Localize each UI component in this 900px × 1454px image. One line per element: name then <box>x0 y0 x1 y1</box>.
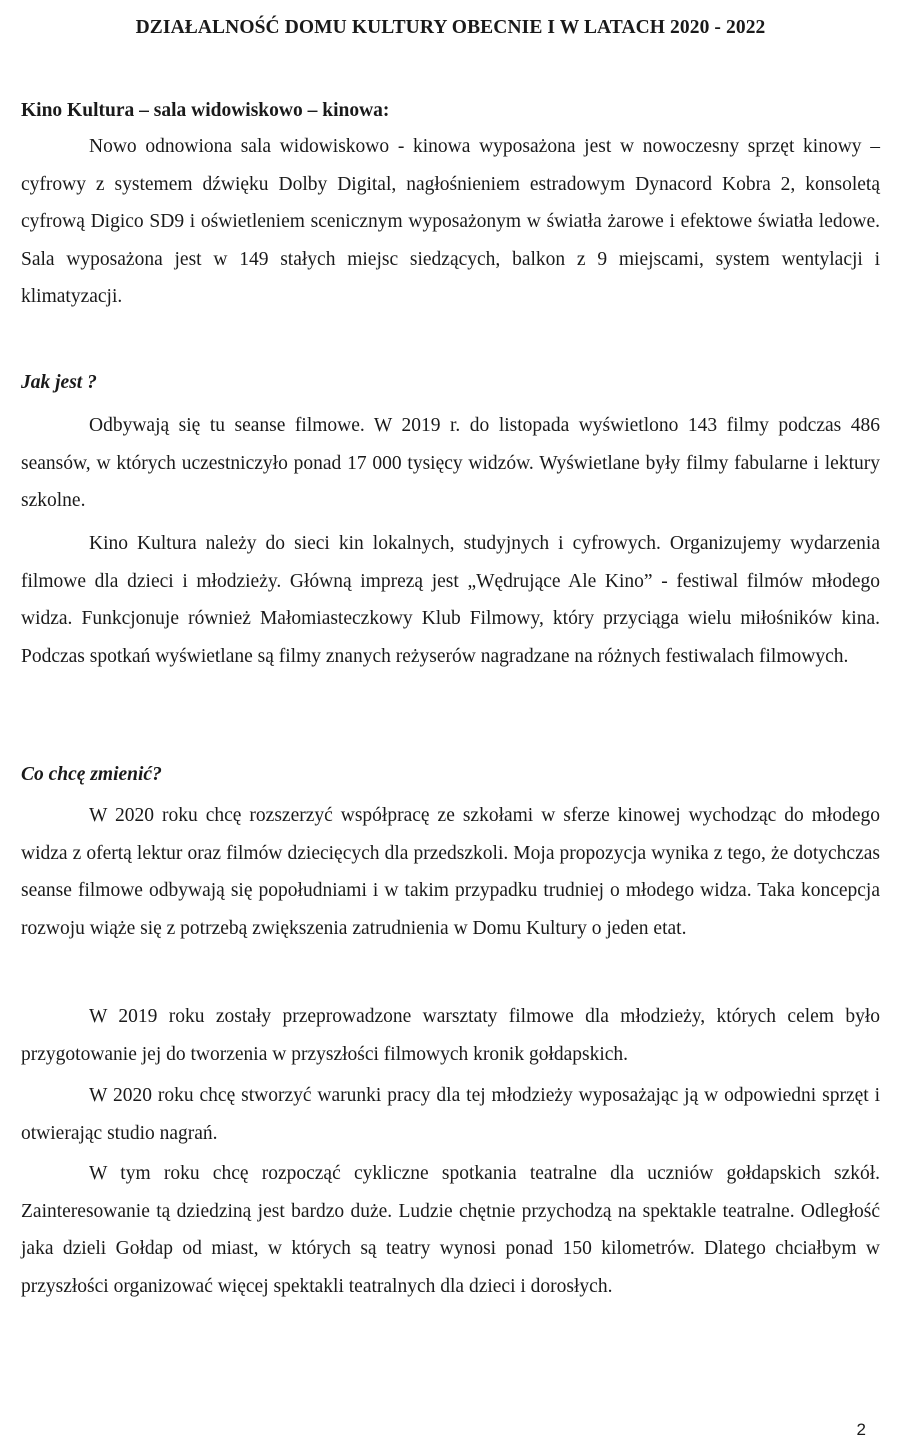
document-title: DZIAŁALNOŚĆ DOMU KULTURY OBECNIE I W LATACH 2020 - 2022 <box>135 17 766 38</box>
paragraph-studio-nagran: W 2020 roku chcę stworzyć warunki pracy dla tej młodzieży wyposażając ją w odpowiedni sprzęt i otwierając studio nagrań. <box>21 1085 880 1144</box>
paragraph-seanse: Odbywają się tu seanse filmowe. W 2019 r. do listopada wyświetlono 143 filmy podczas 486 seansów, w których uczestniczyło ponad 17 000 tysięcy widzów. Wyświetlane były filmy fabularne i lektury szkolne. <box>21 415 880 511</box>
paragraph-wspolpraca-szkoly: W 2020 roku chcę rozszerzyć współpracę ze szkołami w sferze kinowej wychodząc do młodego widza z ofertą lektur oraz filmów dziecięcych dla przedszkoli. Moja propozycja wynika z tego, że dotychczas seanse filmowe odbywają się popołudniami i w takim przypadku trudniej o młodego widza. Taka koncepcja rozwoju wiąże się z potrzebą zwiększenia zatrudnienia w Domu Kultury o jeden etat. <box>21 805 880 939</box>
page-number: 2 <box>856 1420 866 1439</box>
section-heading-jak-jest: Jak jest ? <box>21 372 97 393</box>
paragraph-sala-description: Nowo odnowiona sala widowiskowo - kinowa wyposażona jest w nowoczesny sprzęt kinowy – cyfrowy z systemem dźwięku Dolby Digital, nagłośnieniem estradowym Dynacord Kobra 2, konsoletą cyfrową Digico SD9 i oświetleniem scenicznym wyposażonym w światła żarowe i efektowe światła ledowe. Sala wyposażona jest w 149 stałych miejsc siedzących, balkon z 9 miejscami, system wentylacji i klimatyzacji. <box>21 136 880 307</box>
section-heading-kino-kultura: Kino Kultura – sala widowiskowo – kinowa: <box>21 100 390 121</box>
paragraph-warsztaty-filmowe: W 2019 roku zostały przeprowadzone warsztaty filmowe dla młodzieży, których celem było przygotowanie jej do tworzenia w przyszłości filmowych kronik gołdapskich. <box>21 1006 880 1065</box>
paragraph-kino-kultura-network: Kino Kultura należy do sieci kin lokalnych, studyjnych i cyfrowych. Organizujemy wydarzenia filmowe dla dzieci i młodzieży. Główną imprezą jest „Wędrujące Ale Kino” - festiwal filmów młodego widza. Funkcjonuje również Małomiasteczkowy Klub Filmowy, który przyciąga wielu miłośników kina. Podczas spotkań wyświetlane są filmy znanych reżyserów nagradzane na różnych festiwalach filmowych. <box>21 533 880 667</box>
paragraph-spotkania-teatralne: W tym roku chcę rozpocząć cykliczne spotkania teatralne dla uczniów gołdapskich szkół. Zainteresowanie tą dziedziną jest bardzo duże. Ludzie chętnie przychodzą na spektakle teatralne. Odległość jaka dzieli Gołdap od miast, w których są teatry wynosi ponad 150 kilometrów. Dlatego chciałbym w przyszłości organizować więcej spektakli teatralnych dla dzieci i dorosłych. <box>21 1163 880 1297</box>
section-heading-co-chce-zmienic: Co chcę zmienić? <box>21 764 162 785</box>
